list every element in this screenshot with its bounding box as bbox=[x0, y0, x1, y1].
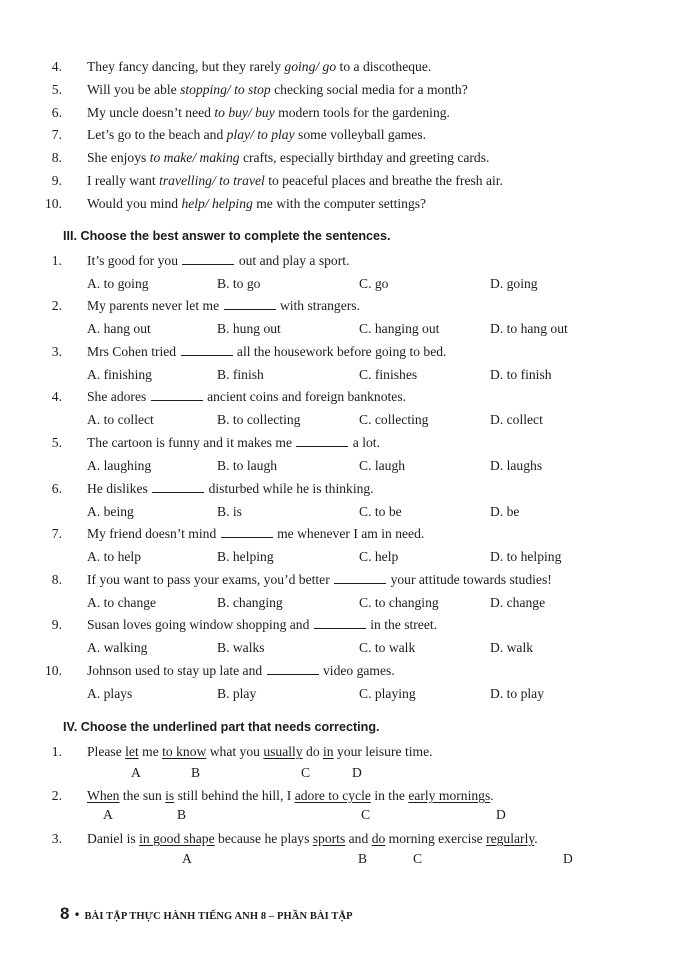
question-text: Will you be able stopping/ to stop checking social media for a month? bbox=[87, 82, 468, 97]
answer-option-c[interactable]: C. help bbox=[359, 549, 399, 564]
question-number: 10. bbox=[45, 196, 62, 211]
answer-blank[interactable] bbox=[267, 663, 319, 675]
question-text: Would you mind help/ helping me with the computer settings? bbox=[87, 196, 427, 211]
answer-option-d[interactable]: D. going bbox=[490, 276, 538, 291]
option-letter-b: B bbox=[177, 807, 187, 822]
answer-option-d[interactable]: D. to finish bbox=[490, 367, 552, 382]
answer-option-a[interactable]: A. to going bbox=[87, 276, 149, 291]
answer-option-d[interactable]: D. to play bbox=[490, 686, 544, 701]
answer-option-c[interactable]: C. to be bbox=[359, 504, 402, 519]
verb-choice: to make/ making bbox=[149, 150, 240, 165]
answer-option-d[interactable]: D. collect bbox=[490, 412, 543, 427]
section-iv-heading: IV. Choose the underlined part that needs correcting. bbox=[63, 720, 380, 734]
page-footer bbox=[60, 904, 353, 924]
book-title: BÀI TẬP THỰC HÀNH TIẾNG ANH 8 – PHẦN BÀI TẬP bbox=[84, 911, 353, 922]
option-letter-b: B bbox=[191, 765, 201, 780]
question-text: If you want to pass your exams, you’d better your attitude towards studies! bbox=[87, 572, 552, 587]
question-number: 4. bbox=[51, 389, 62, 404]
answer-blank[interactable] bbox=[182, 253, 234, 265]
answer-option-a[interactable]: A. plays bbox=[87, 686, 133, 701]
question-number: 6. bbox=[51, 481, 62, 496]
answer-option-b[interactable]: B. to go bbox=[217, 276, 261, 291]
question-number: 5. bbox=[51, 82, 62, 97]
answer-option-c[interactable]: C. hanging out bbox=[359, 321, 440, 336]
answer-option-b[interactable]: B. walks bbox=[217, 640, 265, 655]
answer-option-c[interactable]: C. to changing bbox=[359, 595, 439, 610]
option-letter-c: C bbox=[361, 807, 371, 822]
answer-option-a[interactable]: A. laughing bbox=[87, 458, 152, 473]
question-number: 2. bbox=[51, 788, 62, 803]
answer-option-d[interactable]: D. to hang out bbox=[490, 321, 568, 336]
answer-option-b[interactable]: B. changing bbox=[217, 595, 283, 610]
option-letter-d: D bbox=[496, 807, 506, 822]
verb-choice: going/ go bbox=[284, 59, 337, 74]
underlined-part-b: is bbox=[165, 788, 175, 803]
question-number: 9. bbox=[51, 173, 62, 188]
underlined-part-b: sports bbox=[312, 831, 346, 846]
answer-option-d[interactable]: D. change bbox=[490, 595, 546, 610]
underlined-part-d: in bbox=[323, 744, 334, 759]
verb-choice: to buy/ buy bbox=[214, 105, 275, 120]
question-text: My friend doesn’t mind me whenever I am in need. bbox=[87, 526, 425, 541]
answer-blank[interactable] bbox=[181, 344, 233, 356]
answer-option-d[interactable]: D. be bbox=[490, 504, 520, 519]
question-text: Johnson used to stay up late and video games. bbox=[87, 663, 395, 678]
option-letter-d: D bbox=[352, 765, 362, 780]
option-letter-b: B bbox=[358, 851, 368, 866]
underlined-part-a: let bbox=[125, 744, 139, 759]
underlined-part-c: adore to cycle bbox=[294, 788, 371, 803]
option-letter-a: A bbox=[103, 807, 113, 822]
answer-option-c[interactable]: C. playing bbox=[359, 686, 416, 701]
answer-option-b[interactable]: B. is bbox=[217, 504, 242, 519]
underlined-part-b: to know bbox=[162, 744, 207, 759]
option-letter-a: A bbox=[131, 765, 141, 780]
answer-blank[interactable] bbox=[314, 617, 366, 629]
question-number: 5. bbox=[51, 435, 62, 450]
question-text: Mrs Cohen tried all the housework before going to bed. bbox=[87, 344, 447, 359]
answer-option-b[interactable]: B. finish bbox=[217, 367, 264, 382]
answer-option-b[interactable]: B. play bbox=[217, 686, 257, 701]
question-number: 7. bbox=[51, 127, 62, 142]
question-number: 1. bbox=[51, 253, 62, 268]
section-iii-heading: III. Choose the best answer to complete the sentences. bbox=[63, 229, 391, 243]
answer-blank[interactable] bbox=[152, 481, 204, 493]
option-letter-c: C bbox=[301, 765, 311, 780]
verb-choice: help/ helping bbox=[181, 196, 253, 211]
question-text: My parents never let me with strangers. bbox=[87, 298, 360, 313]
question-number: 7. bbox=[51, 526, 62, 541]
underlined-part-a: in good shape bbox=[139, 831, 215, 846]
question-number: 2. bbox=[51, 298, 62, 313]
answer-option-a[interactable]: A. to change bbox=[87, 595, 157, 610]
answer-option-c[interactable]: C. to walk bbox=[359, 640, 416, 655]
option-letter-a: A bbox=[182, 851, 192, 866]
answer-blank[interactable] bbox=[151, 389, 203, 401]
answer-option-d[interactable]: D. walk bbox=[490, 640, 534, 655]
answer-blank[interactable] bbox=[221, 526, 273, 538]
answer-option-c[interactable]: C. go bbox=[359, 276, 389, 291]
answer-option-b[interactable]: B. to collecting bbox=[217, 412, 301, 427]
answer-option-b[interactable]: B. helping bbox=[217, 549, 274, 564]
answer-option-d[interactable]: D. laughs bbox=[490, 458, 543, 473]
answer-option-c[interactable]: C. collecting bbox=[359, 412, 429, 427]
page-number: 8 bbox=[60, 904, 70, 923]
verb-choice: stopping/ to stop bbox=[180, 82, 271, 97]
question-number: 3. bbox=[51, 344, 62, 359]
answer-blank[interactable] bbox=[334, 572, 386, 584]
answer-option-a[interactable]: A. walking bbox=[87, 640, 148, 655]
verb-choice: play/ to play bbox=[226, 127, 295, 142]
underlined-part-d: early mornings bbox=[408, 788, 491, 803]
question-text: Let’s go to the beach and play/ to play some volleyball games. bbox=[87, 127, 427, 142]
question-text: She enjoys to make/ making crafts, especially birthday and greeting cards. bbox=[87, 150, 490, 165]
question-number: 6. bbox=[51, 105, 62, 120]
question-text: Daniel is in good shape because he plays sports and do morning exercise regularly. bbox=[87, 831, 538, 846]
question-number: 8. bbox=[51, 572, 62, 587]
answer-option-a[interactable]: A. being bbox=[87, 504, 134, 519]
underlined-part-a: When bbox=[87, 788, 120, 803]
answer-option-c[interactable]: C. finishes bbox=[359, 367, 418, 382]
answer-option-a[interactable]: A. to collect bbox=[87, 412, 154, 427]
underlined-part-c: usually bbox=[263, 744, 303, 759]
option-letter-d: D bbox=[563, 851, 573, 866]
answer-option-b[interactable]: B. to laugh bbox=[217, 458, 278, 473]
question-number: 1. bbox=[51, 744, 62, 759]
question-text: They fancy dancing, but they rarely going/ go to a discotheque. bbox=[87, 59, 432, 74]
question-number: 9. bbox=[51, 617, 62, 632]
question-number: 3. bbox=[51, 831, 62, 846]
verb-choice: travelling/ to travel bbox=[159, 173, 265, 188]
question-number: 8. bbox=[51, 150, 62, 165]
question-text: Please let me to know what you usually do in your leisure time. bbox=[87, 744, 433, 759]
answer-option-b[interactable]: B. hung out bbox=[217, 321, 281, 336]
question-text: My uncle doesn’t need to buy/ buy modern tools for the gardening. bbox=[87, 105, 450, 120]
question-text: He dislikes disturbed while he is thinking. bbox=[87, 481, 374, 496]
answer-blank[interactable] bbox=[296, 435, 348, 447]
question-text: It’s good for you out and play a sport. bbox=[87, 253, 350, 268]
question-text: The cartoon is funny and it makes me a lot. bbox=[87, 435, 380, 450]
answer-option-a[interactable]: A. to help bbox=[87, 549, 141, 564]
underlined-part-d: regularly bbox=[486, 831, 535, 846]
question-text: She adores ancient coins and foreign banknotes. bbox=[87, 389, 407, 404]
option-letter-c: C bbox=[413, 851, 423, 866]
question-number: 4. bbox=[51, 59, 62, 74]
answer-option-c[interactable]: C. laugh bbox=[359, 458, 406, 473]
question-text: When the sun is still behind the hill, I adore to cycle in the early mornings. bbox=[87, 788, 494, 803]
answer-option-d[interactable]: D. to helping bbox=[490, 549, 562, 564]
bullet-separator: • bbox=[73, 908, 81, 922]
question-number: 10. bbox=[45, 663, 62, 678]
answer-option-a[interactable]: A. finishing bbox=[87, 367, 152, 382]
answer-blank[interactable] bbox=[224, 298, 276, 310]
question-text: Susan loves going window shopping and in the street. bbox=[87, 617, 438, 632]
question-text: I really want travelling/ to travel to peaceful places and breathe the fresh air. bbox=[87, 173, 503, 188]
underlined-part-c: do bbox=[371, 831, 386, 846]
answer-option-a[interactable]: A. hang out bbox=[87, 321, 151, 336]
